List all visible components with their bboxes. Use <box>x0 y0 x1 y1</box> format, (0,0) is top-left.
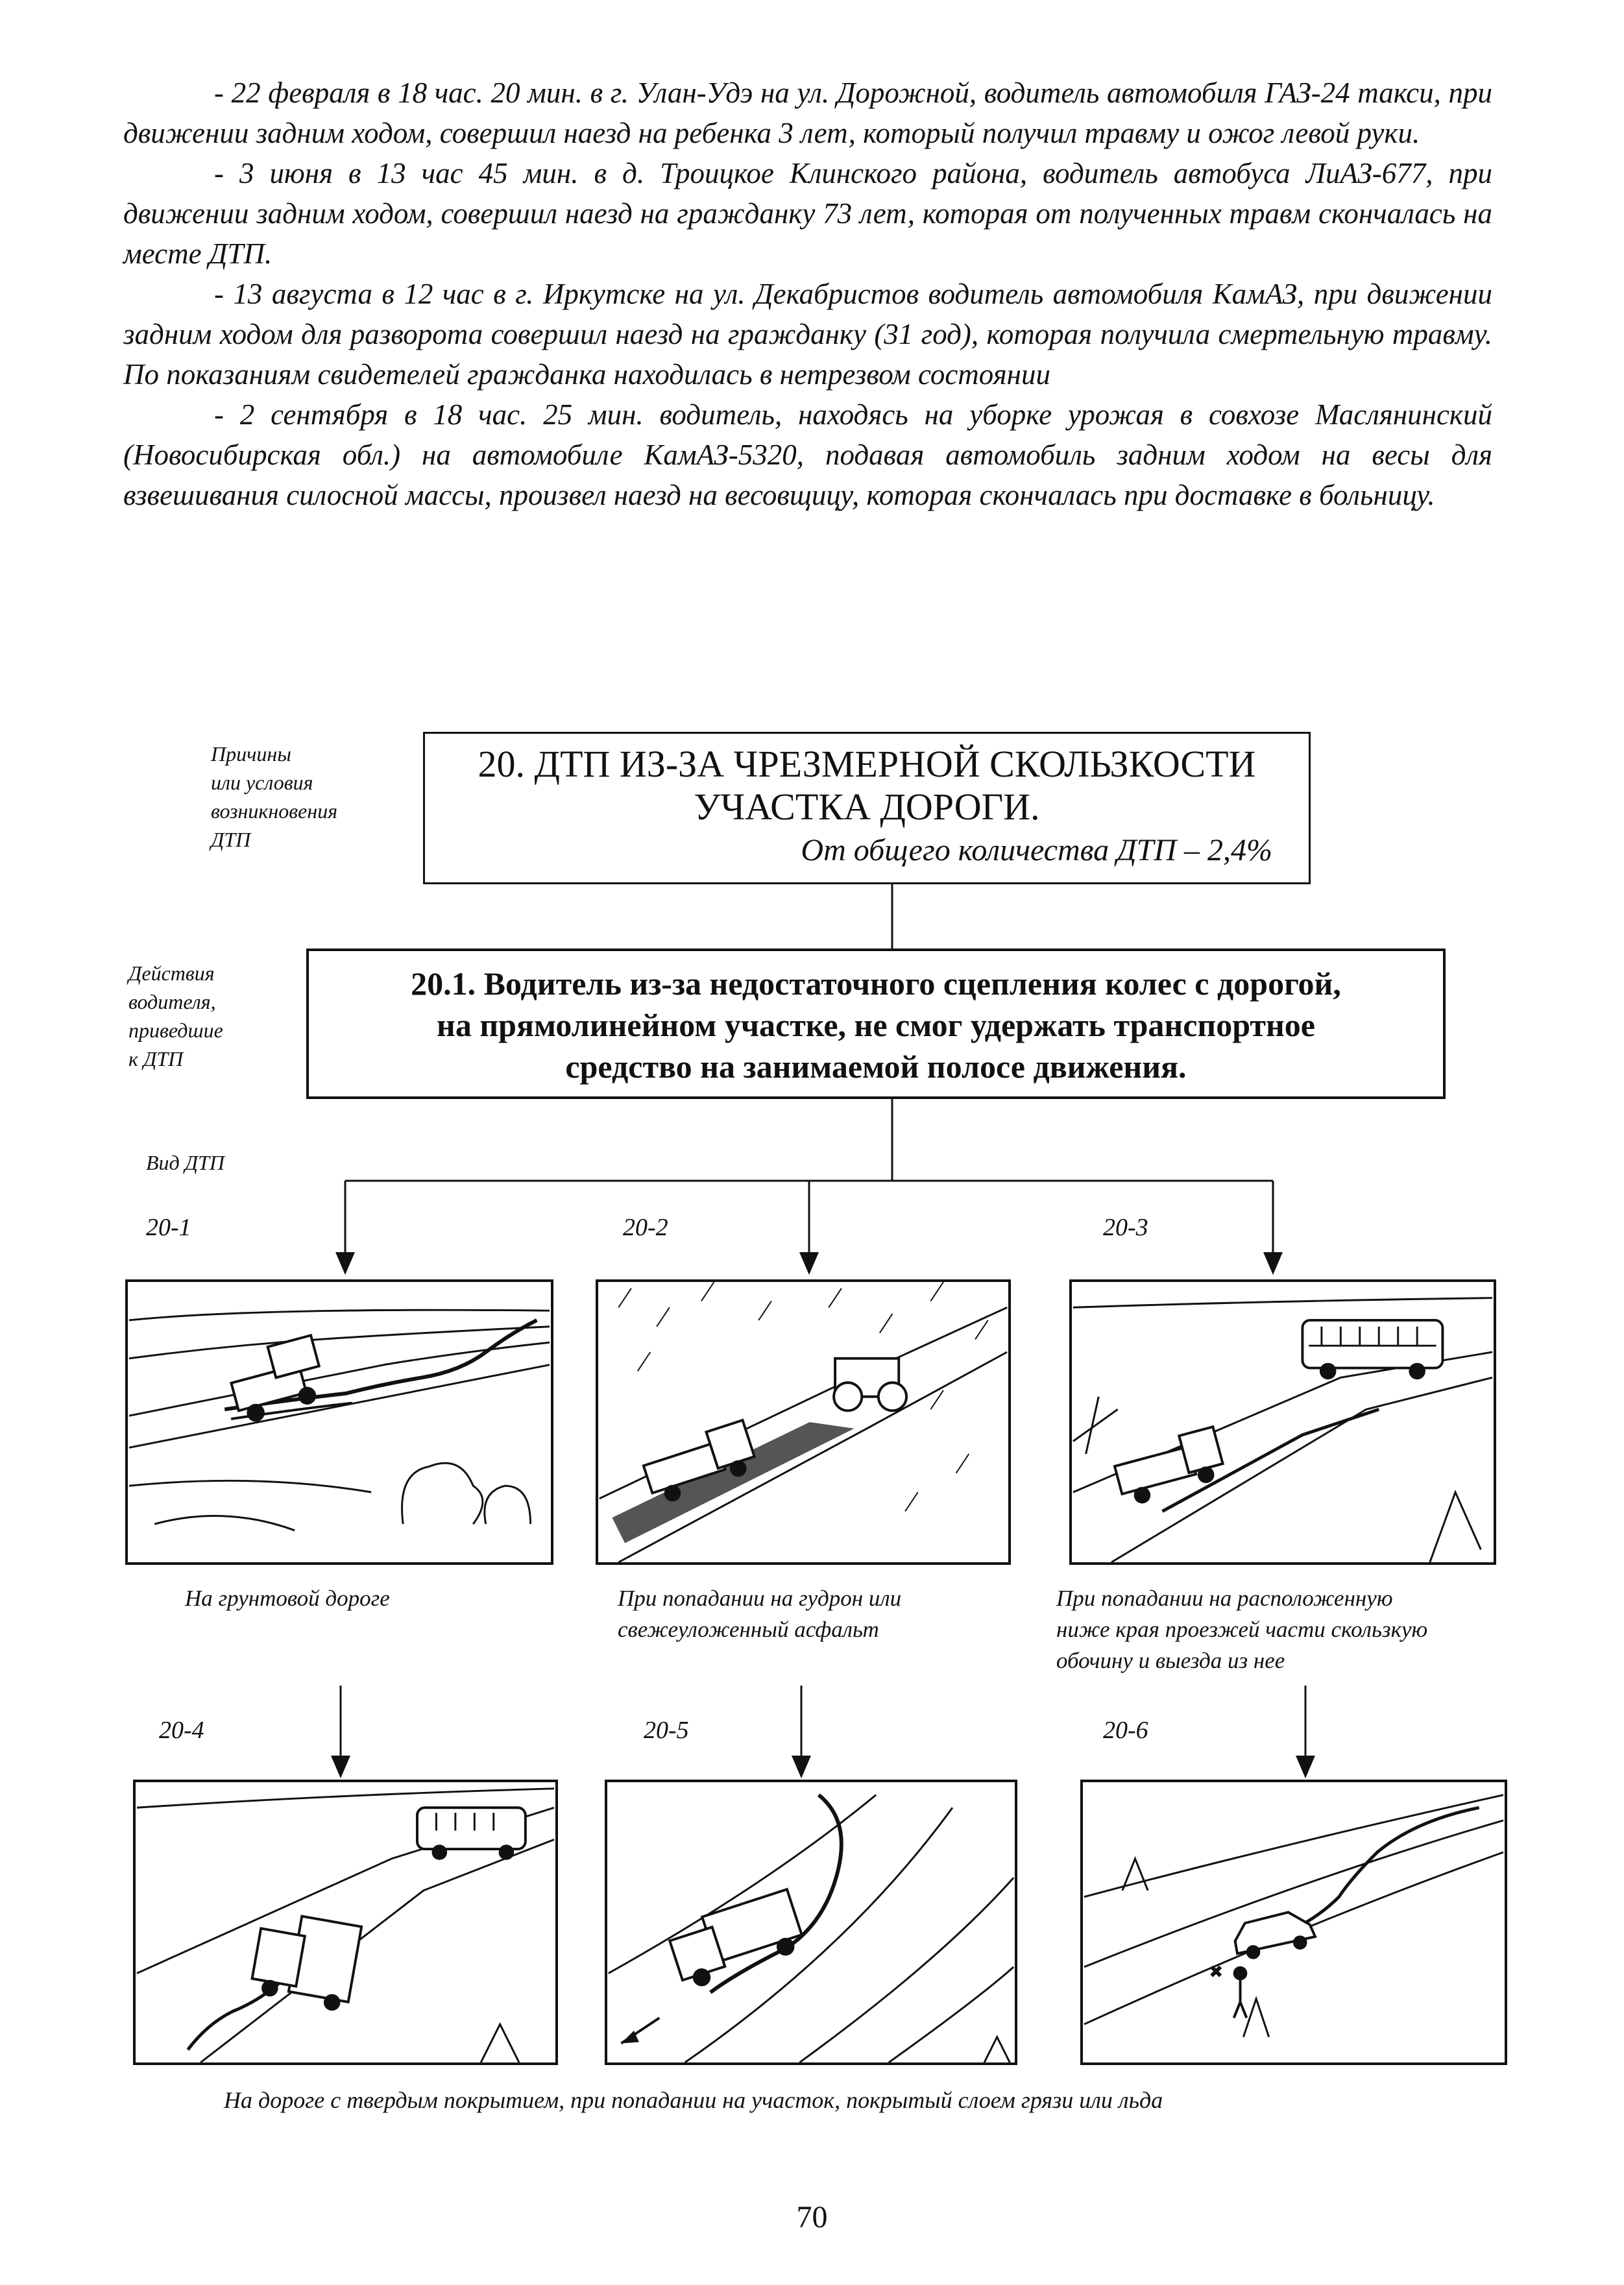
impact-mark <box>1211 1967 1220 1976</box>
caption-line: При попадании на расположенную <box>1056 1586 1393 1611</box>
causes-label <box>211 740 337 854</box>
panel-id: 20-5 <box>644 1717 689 1744</box>
panel-id: 20-2 <box>623 1214 668 1241</box>
caption-line: обочину и выезда из нее <box>1056 1648 1285 1673</box>
actions-label <box>128 959 223 1073</box>
caption-line: свежеуложенный асфальт <box>618 1617 879 1642</box>
curved-road-illustration <box>607 1782 1015 2062</box>
panel-id: 20-4 <box>159 1717 204 1744</box>
truck-skid-illustration <box>136 1782 555 2062</box>
bottom-caption: На дороге с твердым покрытием, при попадании на участок, покрытый слоем грязи или льда <box>224 2087 1163 2113</box>
actions-label-line: приведшие <box>128 1019 223 1042</box>
bus <box>1302 1320 1442 1368</box>
intro-paragraph: - 2 сентября в 18 час. 25 мин. водитель, находясь на уборке урожая в совхозе Маслянинский (Новосибирская обл.) на автомобиле КамАЗ-5320, подавая автомобиль задним ходом на весы для взвешивания силосной массы, произвел наезд на весовщицу, которая скончалась при доставке в больницу. <box>123 398 1492 511</box>
illustration-panel-20-1 <box>125 1279 553 1565</box>
action-line: 20.1. Водитель из-за недостаточного сцепления колес с дорогой, <box>411 965 1341 1002</box>
arrow-head <box>335 1252 355 1275</box>
intro-paragraph: - 13 августа в 12 час в г. Иркутске на ул. Декабристов водитель автомобиля КамАЗ, при движении задним ходом для разворота совершил наезд на гражданку (31 год), которая получила смертельную травму. По показаниям свидетелей гражданка находилась в нетрезвом состоянии <box>123 278 1492 391</box>
actions-label-line: Действия <box>128 961 215 985</box>
section-title-line: 20. ДТП ИЗ-ЗА ЧРЕЗМЕРНОЙ СКОЛЬЗКОСТИ <box>478 743 1256 785</box>
intro-paragraph: - 22 февраля в 18 час. 20 мин. в г. Улан-Удэ на ул. Дорожной, водитель автомобиля ГАЗ-24 такси, при движении задним ходом, совершил наезд на ребенка 3 лет, который получил травму и ожог левой руки. <box>123 77 1492 149</box>
caption-line: При попадании на гудрон или <box>618 1586 902 1611</box>
illustration-panel-20-6 <box>1080 1780 1507 2065</box>
arrow-head <box>1296 1756 1315 1778</box>
asphalt-illustration <box>598 1282 1008 1562</box>
section-title-line: УЧАСТКА ДОРОГИ. <box>694 786 1040 828</box>
page-number: 70 <box>796 2200 828 2234</box>
truck-cab <box>268 1335 319 1377</box>
panel-id: 20-3 <box>1103 1214 1148 1241</box>
caption-line: ниже края проезжей части скользкую <box>1056 1617 1428 1642</box>
truck-cab <box>252 1928 305 1986</box>
pedestrian <box>1234 1968 1247 2018</box>
panel-id: 20-1 <box>146 1214 191 1241</box>
illustration-panel-20-3 <box>1069 1279 1496 1565</box>
actions-label-line: водителя, <box>128 990 216 1013</box>
action-line: на прямолинейном участке, не смог удержать транспортное <box>437 1007 1315 1043</box>
kind-label: Вид ДТП <box>146 1151 224 1174</box>
arrow-head <box>799 1252 819 1275</box>
causes-label-line: возникновения <box>211 799 338 823</box>
panel-id: 20-6 <box>1103 1717 1148 1744</box>
dirt-road-illustration <box>128 1282 551 1562</box>
illustration-panel-20-4 <box>133 1780 558 2065</box>
caption-line: На грунтовой дороге <box>185 1586 390 1611</box>
section-title-box <box>423 732 1311 884</box>
causes-label-line: ДТП <box>211 828 251 851</box>
panel-caption <box>185 1583 390 1614</box>
arrow-head <box>331 1756 350 1778</box>
illustration-panel-20-5 <box>605 1780 1017 2065</box>
car-skid-illustration <box>1083 1782 1505 2062</box>
panel-caption <box>1056 1583 1427 1676</box>
causes-label-line: Причины <box>211 742 291 766</box>
causes-label-line: или условия <box>211 771 313 794</box>
shoulder-illustration <box>1072 1282 1494 1562</box>
section-title <box>425 743 1309 828</box>
arrow-head <box>792 1756 811 1778</box>
bus <box>417 1807 526 1849</box>
driver-action-box <box>306 949 1446 1099</box>
tree <box>485 1486 531 1524</box>
illustration-panel-20-2 <box>596 1279 1011 1565</box>
tree <box>402 1463 483 1524</box>
action-line: средство на занимаемой полосе движения. <box>565 1048 1187 1085</box>
intro-paragraph: - 3 июня в 13 час 45 мин. в д. Троицкое Клинского района, водитель автобуса ЛиАЗ-677, при движении задним ходом, совершил наезд на гражданку 73 лет, которая от полученных травм скончалась на месте ДТП. <box>123 157 1492 270</box>
share-note: От общего количества ДТП – 2,4% <box>801 833 1272 867</box>
arrow-head <box>1263 1252 1283 1275</box>
panel-caption <box>618 1583 901 1645</box>
actions-label-line: к ДТП <box>128 1047 184 1070</box>
